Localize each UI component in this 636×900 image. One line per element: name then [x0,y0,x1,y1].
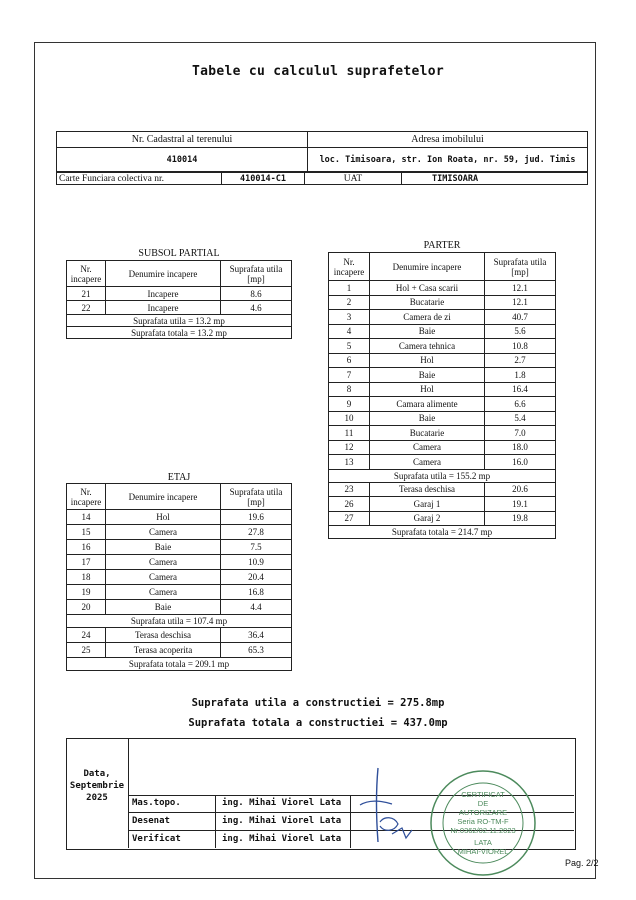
uat-value: TIMISOARA [402,173,588,185]
cell-area: 5.4 [485,411,556,426]
stamp-line: MIHAI-VIOREL [457,847,509,856]
cell-area: 16.0 [485,455,556,470]
parter-caption: PARTER [423,240,461,251]
table-row [329,440,556,455]
cell-area: 12.1 [485,281,556,296]
cell-nr: 21 [67,287,106,301]
cell-nr: 17 [67,555,106,570]
subsol-util: Suprafata utila = 13.2 mp [67,315,292,327]
cell-area: 65.3 [221,643,292,658]
cell-area: 7.0 [485,426,556,441]
cell-area: 10.9 [221,555,292,570]
table-row [329,411,556,426]
cell-area: 8.6 [221,287,292,301]
signature-scribble [350,760,420,850]
cell-area: 1.8 [485,368,556,383]
col-nr: Nr. incapere [67,261,106,287]
cell-name: Terasa acoperita [106,643,221,658]
etaj-caption: ETAJ [167,472,191,483]
stamp-line: Nr.0362/02.11.2023 [450,826,516,835]
cell-nr: 18 [67,570,106,585]
etaj-util: Suprafata utila = 107.4 mp [67,615,292,628]
cell-area: 5.6 [485,324,556,339]
cell-name: Hol [370,353,485,368]
cell-nr: 19 [67,585,106,600]
cell-area: 4.6 [221,301,292,315]
address-value: loc. Timisoara, str. Ion Roata, nr. 59, jud. Timis [308,148,588,172]
table-row [67,510,292,525]
table-row [67,555,292,570]
cell-area: 40.7 [485,310,556,325]
cell-nr: 2 [329,295,370,310]
cell-nr: 5 [329,339,370,354]
cell-nr: 9 [329,397,370,412]
subsol-caption: SUBSOL PARTIAL [138,248,220,259]
parter-total: Suprafata totala = 214.7 mp [329,526,556,539]
table-row [329,339,556,354]
total-util: Suprafata utila a constructiei = 275.8mp [191,697,445,709]
cell-name: Hol [370,382,485,397]
sig-divider [128,738,129,848]
subsol-table [66,260,292,339]
cell-name: Hol + Casa scarii [370,281,485,296]
page-number: Pag. 2/2 [565,858,599,868]
cell-name: Camara alimente [370,397,485,412]
stamp-line: DE [477,799,489,808]
cf-label: Carte Funciara colectiva nr. [57,173,222,185]
cf-table [56,172,588,185]
col-nr: Nr. incapere [67,484,106,510]
cell-nr: 10 [329,411,370,426]
address-label: Adresa imobilului [308,132,588,148]
cell-nr: 7 [329,368,370,383]
cell-name: Camera [370,455,485,470]
cf-value: 410014-C1 [222,173,305,185]
cell-name: Camera [106,585,221,600]
table-row [329,426,556,441]
cell-nr: 20 [67,600,106,615]
stamp-line: CERTIFICAT [461,790,505,799]
cell-name: Camera tehnica [370,339,485,354]
col-name: Denumire incapere [370,253,485,281]
cell-nr: 14 [67,510,106,525]
table-row [67,301,292,315]
cell-nr: 12 [329,440,370,455]
cell-area: 27.8 [221,525,292,540]
table-row [67,643,292,658]
table-row [67,600,292,615]
col-nr: Nr. incapere [329,253,370,281]
cell-name: Hol [106,510,221,525]
cell-area: 19.8 [485,511,556,526]
etaj-total: Suprafata totala = 209.1 mp [67,658,292,671]
cell-name: Camera [106,525,221,540]
stamp-line: Seria RO-TM-F [457,817,509,826]
stamp-line: LATA [474,838,492,847]
table-row [329,295,556,310]
cell-name: Bucatarie [370,426,485,441]
sig-role: Desenat [132,816,170,826]
sig-role: Mas.topo. [132,798,181,808]
cell-nr: 25 [67,643,106,658]
etaj-table [66,483,292,671]
col-area: Suprafata utila [mp] [221,261,292,287]
cell-area: 10.8 [485,339,556,354]
cell-nr: 13 [329,455,370,470]
cell-name: Baie [106,540,221,555]
table-row [67,540,292,555]
uat-label: UAT [305,173,402,185]
cell-area: 6.6 [485,397,556,412]
cell-nr: 24 [67,628,106,643]
subsol-total: Suprafata totala = 13.2 mp [67,327,292,339]
cell-area: 19.1 [485,497,556,512]
page-title: Tabele cu calculul suprafetelor [192,64,444,79]
date-line: Data, [83,769,111,779]
parter-table [328,252,556,539]
cell-nr: 23 [329,482,370,497]
header-table [56,131,588,172]
cell-name: Garaj 1 [370,497,485,512]
cell-area: 20.4 [221,570,292,585]
parter-util: Suprafata utila = 155.2 mp [329,469,556,482]
cell-area: 2.7 [485,353,556,368]
cadastral-label: Nr. Cadastral al terenului [57,132,308,148]
sig-person: ing. Mihai Viorel Lata [222,798,342,808]
cell-area: 7.5 [221,540,292,555]
table-row [329,397,556,412]
cell-nr: 15 [67,525,106,540]
table-row [329,368,556,383]
col-area: Suprafata utila [mp] [485,253,556,281]
table-row [67,570,292,585]
cell-name: Incapere [106,287,221,301]
cell-nr: 8 [329,382,370,397]
table-row [329,482,556,497]
col-area: Suprafata utila [mp] [221,484,292,510]
sig-divider [215,795,216,848]
cell-nr: 22 [67,301,106,315]
cell-name: Garaj 2 [370,511,485,526]
date-line: 2025 [86,793,108,803]
cell-name: Bucatarie [370,295,485,310]
cell-name: Terasa deschisa [370,482,485,497]
sig-person: ing. Mihai Viorel Lata [222,834,342,844]
cadastral-value: 410014 [57,148,308,172]
cell-name: Camera [106,555,221,570]
sig-person: ing. Mihai Viorel Lata [222,816,342,826]
total-totala: Suprafata totala a constructiei = 437.0mp [188,717,448,729]
cell-area: 16.4 [485,382,556,397]
col-name: Denumire incapere [106,484,221,510]
cell-name: Incapere [106,301,221,315]
table-row [329,281,556,296]
table-row [329,455,556,470]
cell-nr: 26 [329,497,370,512]
cell-name: Baie [370,324,485,339]
table-row [67,585,292,600]
cell-name: Baie [370,368,485,383]
cell-nr: 3 [329,310,370,325]
sig-date [66,768,128,804]
table-row [329,310,556,325]
table-row [329,382,556,397]
table-row [67,525,292,540]
table-row [329,497,556,512]
cell-area: 36.4 [221,628,292,643]
cell-area: 18.0 [485,440,556,455]
cell-area: 16.8 [221,585,292,600]
cell-area: 4.4 [221,600,292,615]
cell-name: Camera de zi [370,310,485,325]
cell-name: Camera [106,570,221,585]
table-row [329,324,556,339]
date-line: Septembrie [69,781,125,791]
table-row [67,628,292,643]
cell-area: 20.6 [485,482,556,497]
sig-role: Verificat [132,834,181,844]
col-name: Denumire incapere [106,261,221,287]
cell-area: 19.6 [221,510,292,525]
table-row [329,511,556,526]
table-row [329,353,556,368]
cell-name: Baie [370,411,485,426]
cell-nr: 27 [329,511,370,526]
cell-nr: 11 [329,426,370,441]
cell-area: 12.1 [485,295,556,310]
cell-nr: 1 [329,281,370,296]
table-row [67,287,292,301]
cell-nr: 6 [329,353,370,368]
cell-name: Camera [370,440,485,455]
cell-name: Baie [106,600,221,615]
cell-nr: 4 [329,324,370,339]
stamp-line: AUTORIZARE [458,808,508,817]
cell-nr: 16 [67,540,106,555]
cell-name: Terasa deschisa [106,628,221,643]
